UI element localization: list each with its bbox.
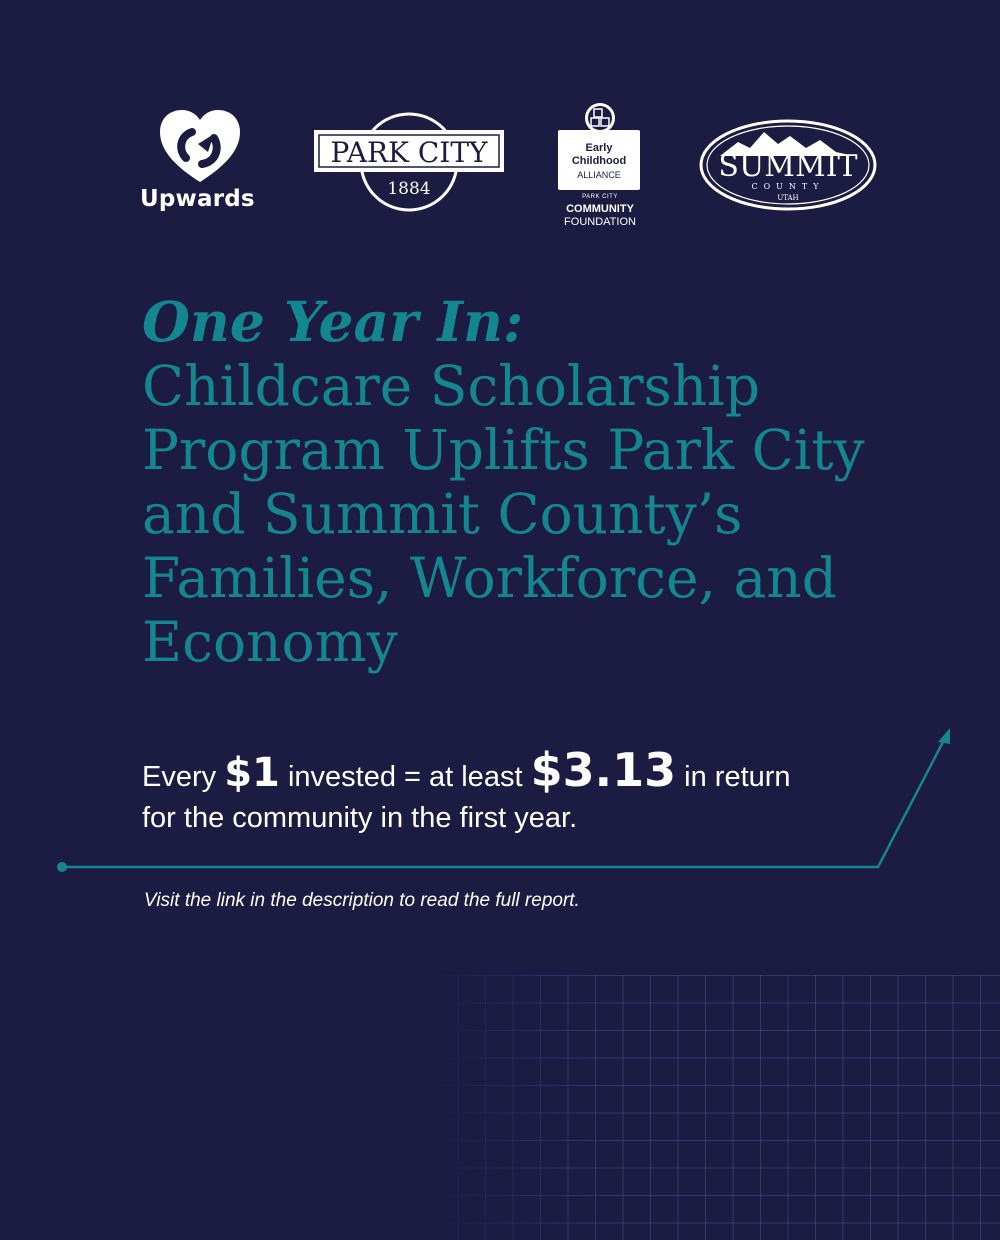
- stat-prefix: Every: [142, 761, 217, 793]
- stat-line-2: for the community in the first year.: [142, 802, 578, 834]
- summit-name: SUMMIT: [718, 149, 858, 184]
- eca-park-city: PARK CITY: [582, 194, 618, 200]
- stat-return-amount: $3.13: [530, 743, 677, 797]
- summit-state-label: UTAH: [777, 194, 799, 202]
- headline-main: Childcare Scholarship Program Uplifts Park City and Summit County’s Families, Workforce, and Economy: [142, 354, 865, 674]
- eca-community: COMMUNITY: [566, 203, 634, 215]
- decorative-grid: [430, 975, 1000, 1240]
- summit-county-label: COUNTY: [751, 182, 825, 191]
- stat-invested-amount: $1: [224, 750, 280, 796]
- eca-line-alliance: ALLIANCE: [577, 170, 621, 180]
- eca-foundation: FOUNDATION: [564, 216, 636, 228]
- stat-suffix: in return: [684, 761, 791, 793]
- footnote: Visit the link in the description to read the full report.: [144, 890, 580, 911]
- park-city-name: PARK CITY: [330, 136, 488, 169]
- stat-middle: invested = at least: [287, 761, 523, 793]
- eca-line-childhood: Childhood: [571, 155, 627, 167]
- headline-italic: One Year In:: [142, 289, 524, 354]
- park-city-year: 1884: [387, 179, 431, 199]
- upwards-wordmark: Upwards: [140, 186, 255, 212]
- eca-line-early: Early: [585, 142, 613, 154]
